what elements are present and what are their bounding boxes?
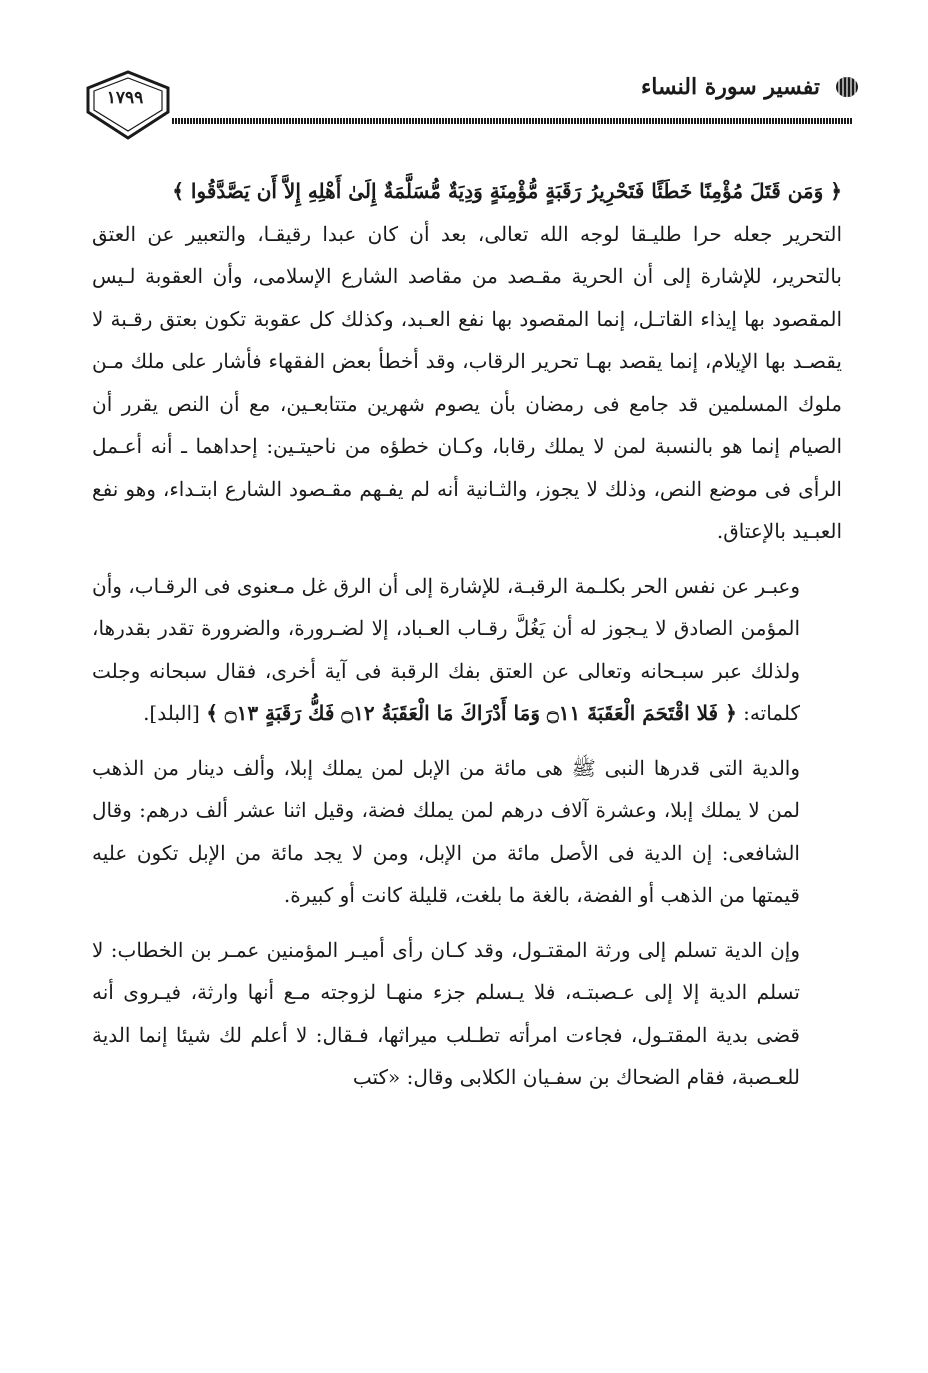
surah-reference: [البلد].: [143, 701, 207, 725]
paragraph-2-text: وعبـر عن نفس الحر بكلـمة الرقبـة، للإشارة إلى أن الرق غل مـعنوى فى الرقـاب، وأن المؤمن الصادق لا يـجوز له أن يَغُلَّ رقـاب العـباد، إلا لضـرورة، والضرورة تقدر بقدرها، ولذلك عبر سبـحانه وتعالى عن العتق بفك الرقبة فى آية أخرى، فقال سبحانه وجلت كلماته:: [92, 573, 800, 725]
page-body: [92, 170, 842, 1099]
page-header: [80, 60, 860, 160]
paragraph-1: التحرير جعله حرا طليـقا لوجه الله تعالى، بعد أن كان عبدا رقيقـا، والتعبير عن العتق بالتحرير، للإشارة إلى أن الحرية مقـصد من مقاصد الشارع الإسلامى، وأن العقوبة لـيس المقصود بها إيذاء القاتـل، إنما المقصود بها نفع العـبد، وكذلك كل عقوبة تكون بعتق رقـبة لا يقصـد بها الإيلام، إنما يقصد بهـا تحرير الرقاب، وقد أخطأ بعض الفقهاء فأشار على ملك مـن ملوك المسلمين قد جامع فى رمضان بأن يصوم شهرين متتابعـين، مع أن النص يقرر أن الصيام إنما هو بالنسبة لمن لا يملك رقابا، وكـان خطؤه من ناحيتـين: إحداهما ـ أنه أعـمل الرأى فى موضع النص، وذلك لا يجوز، والثـانية أنه لم يفـهم مقـصود الشارع ابتـداء، وهو نفع العبـيد بالإعتاق.: [92, 221, 842, 543]
quran-verse: ﴿ وَمَن قَتَلَ مُؤْمِنًا خَطَئًا فَتَحْرِيرُ رَقَبَةٍ مُّؤْمِنَةٍ وَدِيَةٌ مُّسَلَّمَةٌ إِلَىٰ أَهْلِهِ إِلاَّ أَن يَصَّدَّقُوا ﴾: [172, 179, 842, 203]
paragraph-3: والدية التى قدرها النبى ﷺ هى مائة من الإبل لمن يملك إبلا، وألف دينار من الذهب لمن لا يملك إبلا، وعشرة آلاف درهم لمن يملك فضة، وقيل اثنا عشر ألف درهم: وقال الشافعى: إن الدية فى الأصل مائة من الإبل، ومن لا يجد مائة من الإبل تكون عليه قيمتها من الذهب أو الفضة، بالغة ما بلغت، قليلة كانت أو كبيرة.: [92, 755, 801, 907]
paragraph-2: [92, 565, 842, 735]
paragraph-2-quran: ﴿ فَلا اقْتَحَمَ الْعَقَبَةَ ۝١١ وَمَا أَدْرَاكَ مَا الْعَقَبَةُ ۝١٢ فَكُّ رَقَبَةٍ ۝١٣ ﴾: [206, 701, 737, 725]
page-number: ١٧٩٩: [106, 88, 144, 108]
header-rule: [172, 118, 852, 124]
page-number-badge: [80, 70, 190, 140]
paragraph-4: وإن الدية تسلم إلى ورثة المقتـول، وقد كـان رأى أميـر المؤمنين عمـر بن الخطاب: لا تسلم الدية إلا إلى عـصبتـه، فلا يـسلم جزء منهـا لزوجته مـع أنها وارثة، فيـروى أنه قضى بدية المقتـول، فجاءت امرأته تطـلب ميراثها، فـقال: لا أعلم لك شيئا إنما الدية للعـصبة، فقام الضحاك بن سفـيان الكلابى وقال: «كتب: [92, 937, 800, 1089]
header-ornament-icon: [834, 76, 860, 98]
page-title: تفسير سورة النساء: [640, 74, 820, 100]
